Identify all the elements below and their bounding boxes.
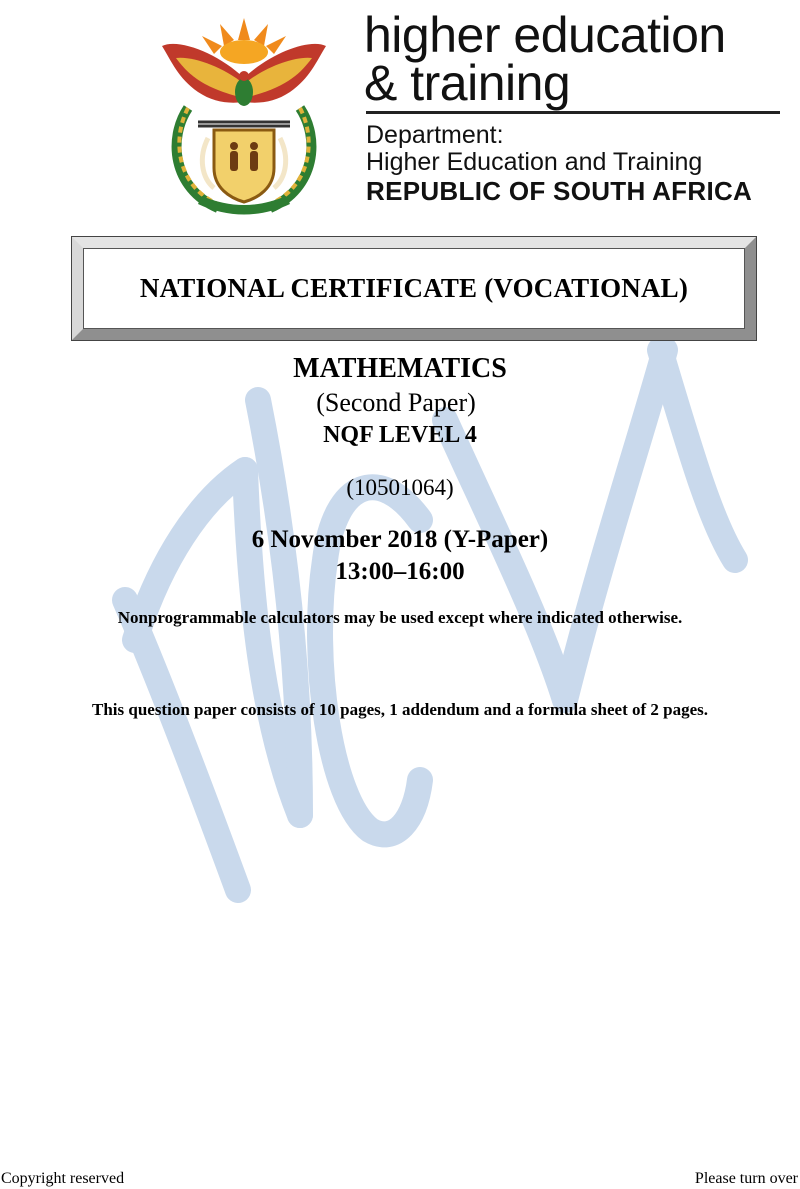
subject-title: MATHEMATICS xyxy=(293,353,507,384)
nqf-level: NQF LEVEL 4 xyxy=(323,422,477,448)
country-name: REPUBLIC OF SOUTH AFRICA xyxy=(366,176,753,206)
brand-divider xyxy=(366,111,780,114)
department-name: Higher Education and Training xyxy=(366,148,703,176)
calculator-instruction: Nonprogrammable calculators may be used except where indicated otherwise. xyxy=(117,608,683,627)
paper-name: (Second Paper) xyxy=(316,388,476,417)
subject-code: (10501064) xyxy=(346,475,454,500)
exam-date: 6 November 2018 (Y-Paper) xyxy=(251,526,549,553)
brand-line-1: higher education xyxy=(364,7,726,63)
coat-of-arms-logo xyxy=(158,18,330,220)
certificate-title-box xyxy=(72,237,756,340)
department-label: Department: xyxy=(366,121,504,149)
page-count-instruction: This question paper consists of 10 pages, 1 addendum and a formula sheet of 2 pages. xyxy=(91,700,709,719)
footer-turn-over: Please turn over xyxy=(694,1170,798,1187)
exam-time: 13:00–16:00 xyxy=(335,558,465,585)
brand-line-2: & training xyxy=(364,55,571,111)
footer-copyright: Copyright reserved xyxy=(1,1170,125,1187)
certificate-title: NATIONAL CERTIFICATE (VOCATIONAL) xyxy=(139,273,689,303)
